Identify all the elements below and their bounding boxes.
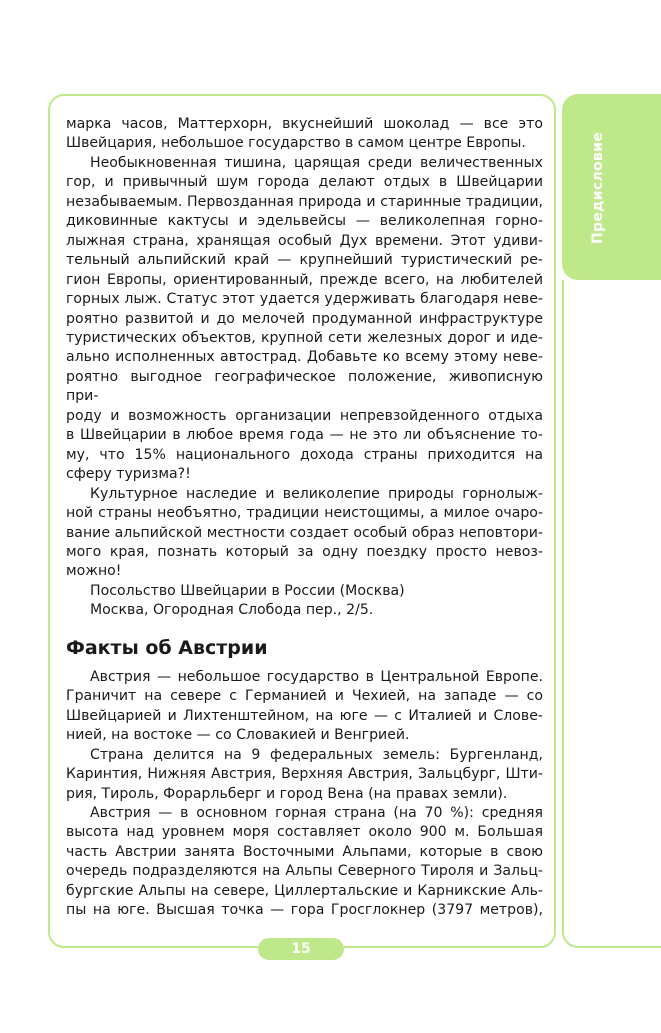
text-line: незабываемым. Первозданная природа и старинные традиции, — [66, 193, 543, 210]
text-line: марка часов, Маттерхорн, вкуснейший шоколад — все это — [66, 116, 543, 132]
text-line: туристических объектов, крупной сети железных дорог и иде- — [66, 329, 543, 346]
text-line: высота над уровнем моря составляет около 900 м. Большая — [66, 824, 543, 841]
text-line: ально исполненных автострад. Добавьте ко всему этому неве- — [66, 349, 543, 366]
page-number — [258, 938, 344, 960]
section-heading: Факты об Австрии — [66, 636, 268, 659]
text-line: вание альпийской местности создает особый образ неповтори- — [66, 524, 543, 541]
text-line: Посольство Швейцарии в России (Москва) — [90, 582, 405, 599]
section-tab-label — [560, 98, 636, 278]
text-line: роятно развитой и до мелочей продуманной инфраструктуре — [66, 310, 543, 327]
text-line: роятно выгодное географическое положение, живописную при- — [66, 368, 543, 405]
text-line: нией, на востоке — со Словакией и Венгрией. — [66, 727, 410, 744]
text-line: му, что 15% национального дохода страны приходится на — [66, 446, 543, 463]
text-line: ной страны необъятно, традиции неистощимы, а милое очаро- — [66, 505, 543, 522]
text-line: Граничит на севере с Германией и Чехией, на западе — со — [66, 688, 543, 705]
text-line: в Швейцарии в любое время года — не это ли объяснение то- — [66, 427, 543, 444]
page-body — [66, 115, 543, 921]
text-line: бургские Альпы на севере, Циллертальские и Карникские Аль- — [66, 882, 543, 899]
text-line: Швейцария, небольшое государство в самом центре Европы. — [66, 135, 526, 152]
text-line: Необыкновенная тишина, царящая среди величественных — [90, 154, 543, 171]
text-line: очередь подразделяются на Альпы Северного Тироля и Зальц- — [66, 863, 543, 880]
text-line: часть Австрии занята Восточными Альпами, которые в свою — [66, 843, 543, 860]
text-line: тельный альпийский край — крупнейший туристический ре- — [66, 252, 543, 269]
text-line: Страна делится на 9 федеральных земель: Бургенланд, — [90, 746, 543, 763]
text-line: Швейцарией и Лихтенштейном, на юге — с Италией и Слове- — [66, 707, 543, 724]
text-line: роду и возможность организации непревзойденного отдыха — [66, 407, 543, 424]
text-line: лыжная страна, хранящая особый Дух времени. Этот удиви- — [66, 232, 543, 249]
page-number-text: 15 — [291, 941, 311, 957]
text-line: гор, и привычный шум города делают отдых в Швейцарии — [66, 174, 543, 191]
text-line: можно! — [66, 563, 122, 580]
section-tab-text: Предисловие — [590, 132, 606, 244]
text-line: сферу туризма?! — [66, 466, 191, 483]
text-line: Москва, Огородная Слобода пер., 2/5. — [90, 602, 374, 619]
text-line: Австрия — небольшое государство в Центральной Европе. — [90, 668, 543, 685]
text-line: гион Европы, ориентированный, прежде всего, на любителей — [66, 271, 543, 288]
text-line: рия, Тироль, Форарльберг и город Вена (на правах земли). — [66, 785, 508, 802]
text-line: диковинные кактусы и эдельвейсы — великолепная горно- — [66, 213, 543, 230]
text-line: Культурное наследие и великолепие природы горнолыж- — [90, 485, 543, 502]
text-line: мого края, познать который за одну поездку просто невоз- — [66, 543, 543, 560]
side-border — [562, 280, 661, 948]
text-line: Каринтия, Нижняя Австрия, Верхняя Австрия, Зальцбург, Шти- — [66, 766, 543, 783]
text-line: Австрия — в основном горная страна (на 70 %): средняя — [90, 804, 543, 821]
text-line: пы на юге. Высшая точка — гора Гросглокнер (3797 метров), — [66, 902, 543, 919]
text-line: горных лыж. Статус этот удается удерживать благодаря неве- — [66, 291, 543, 308]
